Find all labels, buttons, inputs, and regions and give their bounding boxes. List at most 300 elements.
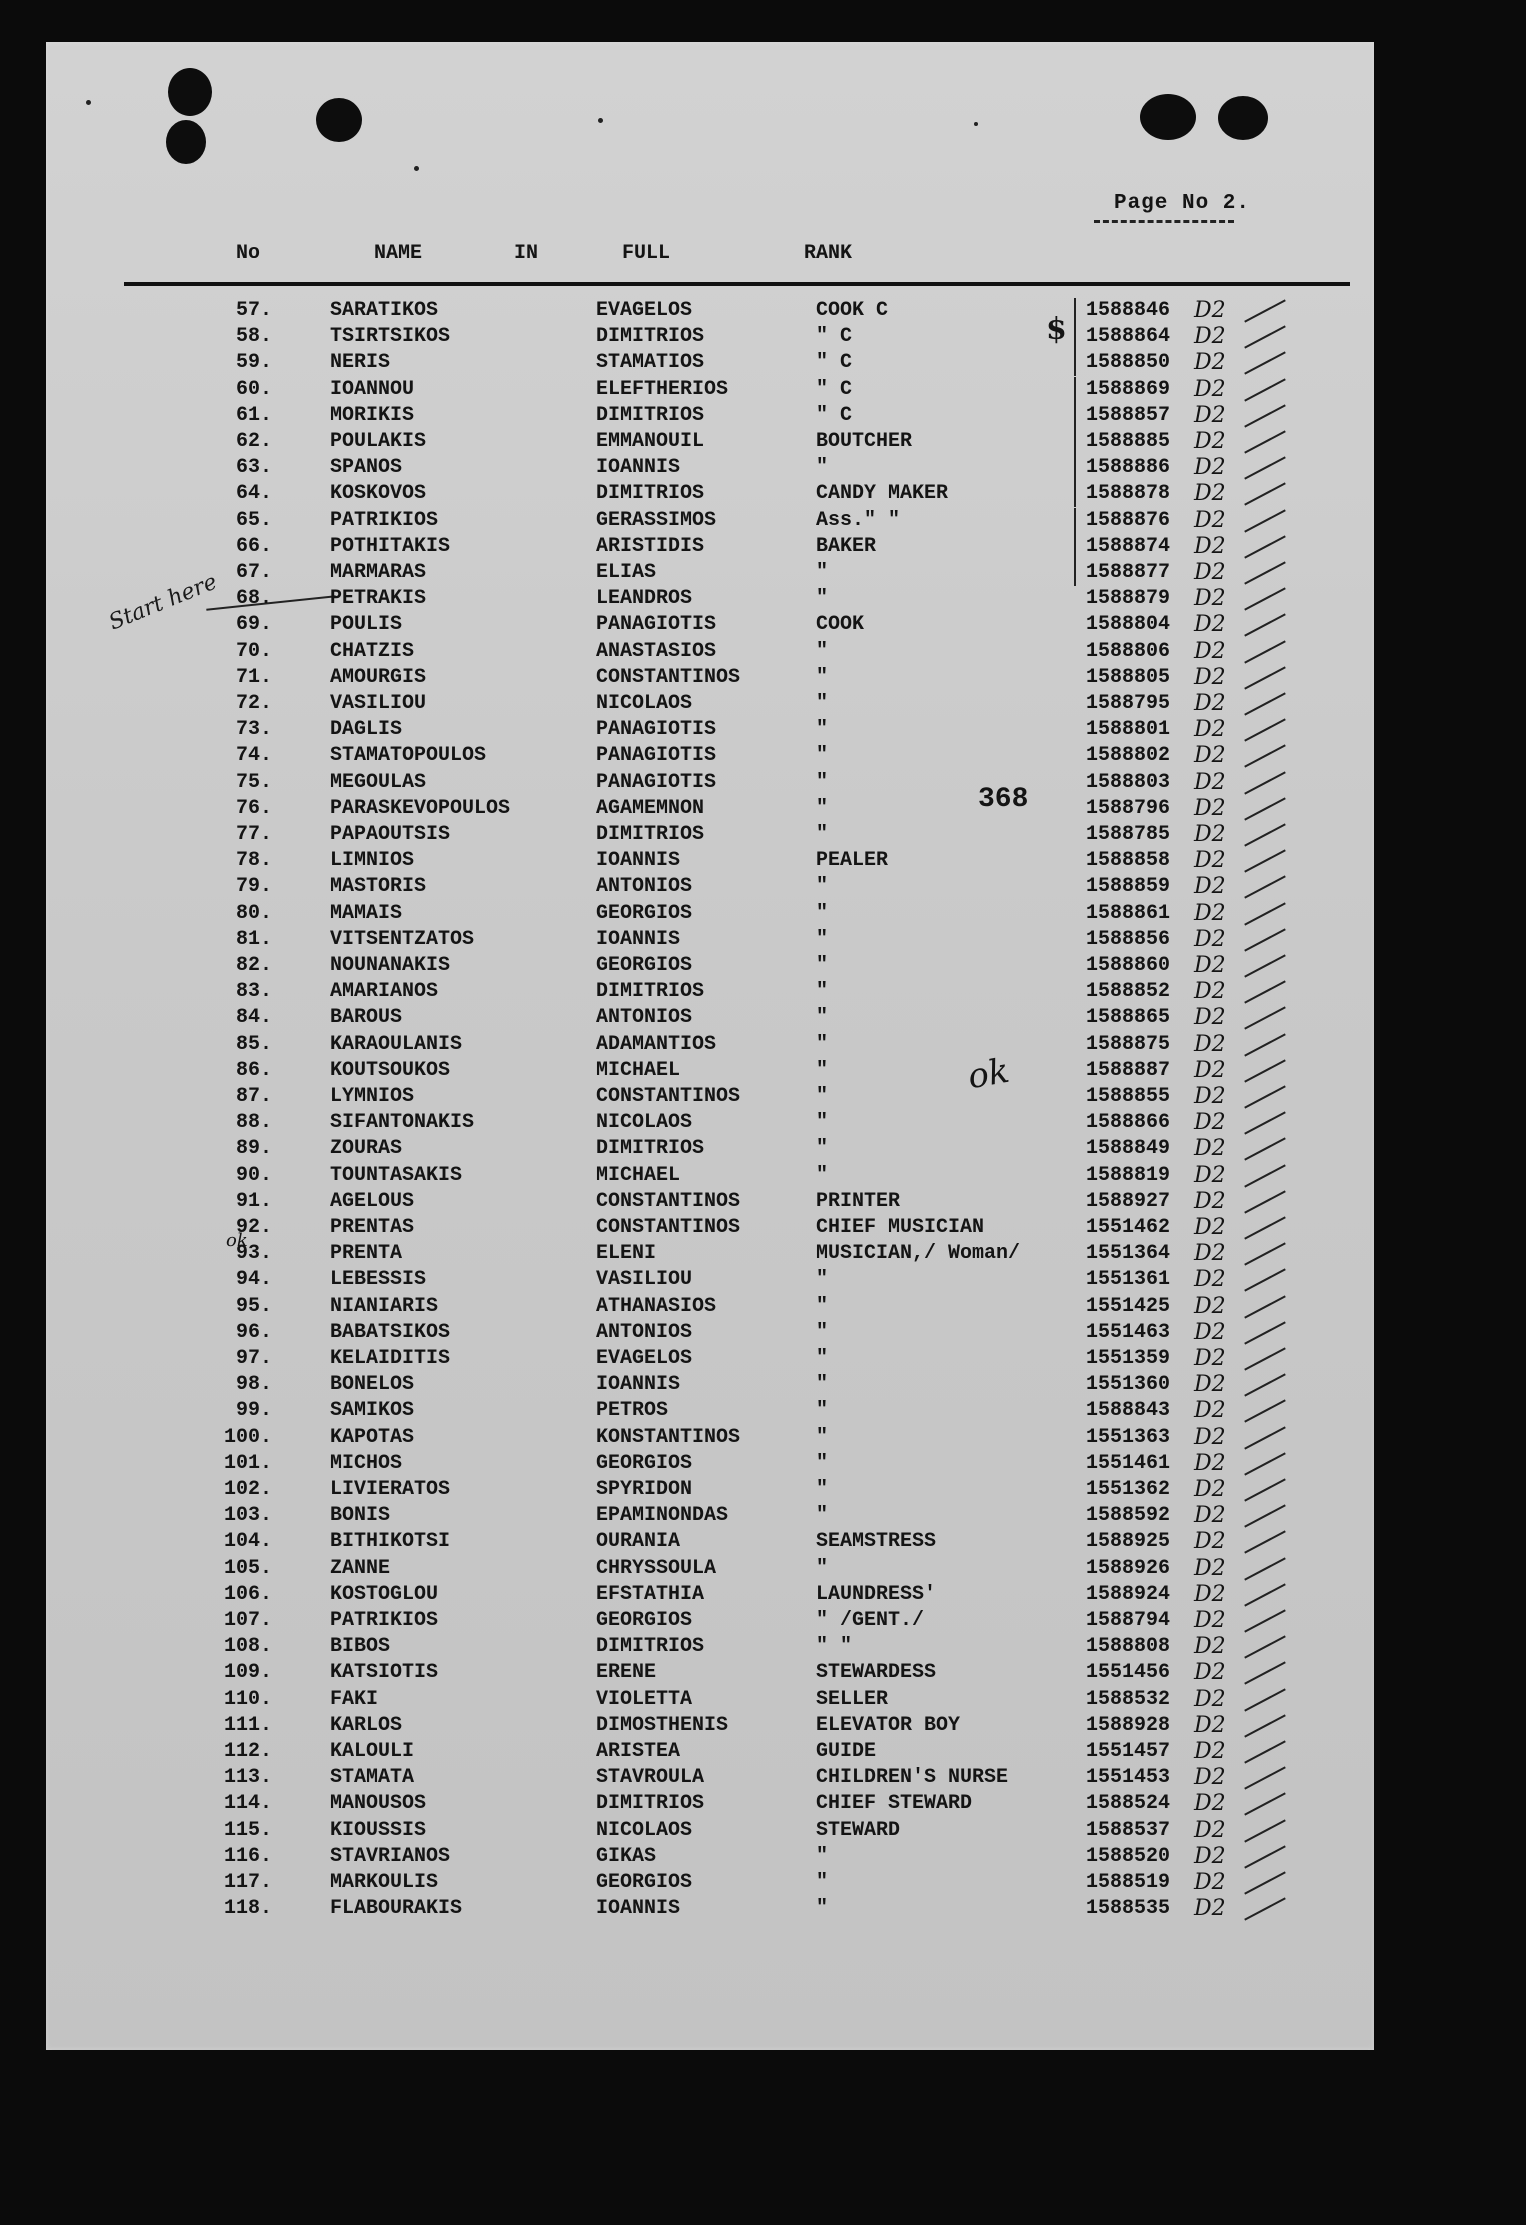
table-row xyxy=(46,1136,1374,1162)
row-registration-number: 1588927 xyxy=(1086,1189,1171,1213)
row-rank: CHILDREN'S NURSE xyxy=(816,1766,1009,1790)
row-handwritten-mark: D2 xyxy=(1194,795,1226,821)
row-number: 59. xyxy=(235,351,272,375)
row-registration-number: 1551362 xyxy=(1086,1478,1171,1501)
table-row xyxy=(46,429,1374,455)
check-mark xyxy=(1244,1243,1286,1266)
row-surname: VASILIOU xyxy=(330,692,427,715)
row-rank: " xyxy=(816,980,829,1004)
check-mark xyxy=(1244,1269,1286,1292)
row-rank: " xyxy=(816,1425,829,1449)
row-handwritten-mark: D2 xyxy=(1194,717,1226,743)
table-row xyxy=(46,1739,1374,1765)
row-registration-number: 1551462 xyxy=(1086,1216,1171,1239)
table-row xyxy=(46,822,1374,848)
row-surname: AMARIANOS xyxy=(330,980,439,1004)
header-name: NAME xyxy=(374,242,423,265)
row-number: 101. xyxy=(223,1451,272,1475)
row-registration-number: 1588926 xyxy=(1086,1556,1171,1580)
row-registration-number: 1588819 xyxy=(1086,1163,1171,1187)
row-registration-number: 1588804 xyxy=(1086,613,1171,637)
check-mark xyxy=(1244,1636,1286,1659)
row-surname: SAMIKOS xyxy=(330,1399,415,1423)
row-registration-number: 1588537 xyxy=(1086,1818,1171,1842)
row-handwritten-mark: D2 xyxy=(1194,1686,1226,1712)
row-given-name: ELEFTHERIOS xyxy=(596,377,729,401)
row-surname: PARASKEVOPOULOS xyxy=(330,796,511,820)
check-mark xyxy=(1244,1531,1286,1554)
start-here-annotation: Start here xyxy=(105,569,221,636)
table-row xyxy=(46,1267,1374,1293)
row-number: 95. xyxy=(235,1294,272,1318)
bracket-line xyxy=(1074,403,1076,429)
row-registration-number: 1588592 xyxy=(1086,1504,1171,1528)
row-given-name: DIMITRIOS xyxy=(596,482,705,506)
check-mark xyxy=(1244,1557,1286,1580)
check-mark xyxy=(1244,1164,1286,1187)
row-registration-number: 1588803 xyxy=(1086,770,1171,794)
row-rank: " xyxy=(816,823,829,846)
row-handwritten-mark: D2 xyxy=(1194,1084,1226,1109)
row-registration-number: 1551364 xyxy=(1086,1242,1171,1266)
table-row xyxy=(46,1110,1374,1136)
row-handwritten-mark: D2 xyxy=(1194,691,1226,716)
row-given-name: PANAGIOTIS xyxy=(596,718,717,742)
row-number: 87. xyxy=(235,1085,272,1108)
row-given-name: PANAGIOTIS xyxy=(596,770,717,794)
row-handwritten-mark: D2 xyxy=(1194,1319,1226,1345)
row-handwritten-mark: D2 xyxy=(1194,848,1226,874)
check-mark xyxy=(1244,614,1286,637)
row-surname: PATRIKIOS xyxy=(330,1609,439,1632)
row-given-name: DIMITRIOS xyxy=(596,403,705,427)
row-registration-number: 1588858 xyxy=(1086,849,1171,873)
row-given-name: CONSTANTINOS xyxy=(596,1216,741,1239)
row-number: 93. xyxy=(235,1242,272,1266)
row-rank: " xyxy=(816,1085,829,1108)
row-given-name: CHRYSSOULA xyxy=(596,1556,717,1580)
row-surname: KALOULI xyxy=(330,1740,415,1763)
row-surname: BONIS xyxy=(330,1504,391,1528)
table-row xyxy=(46,481,1374,507)
row-given-name: EVAGELOS xyxy=(596,1347,693,1370)
row-number: 79. xyxy=(235,875,272,899)
row-registration-number: 1551360 xyxy=(1086,1373,1171,1397)
row-number: 77. xyxy=(235,823,272,846)
row-surname: BABATSIKOS xyxy=(330,1320,451,1344)
row-rank: Ass." " xyxy=(816,508,901,532)
check-mark xyxy=(1244,1374,1286,1397)
row-rank: " xyxy=(816,875,829,899)
row-surname: MANOUSOS xyxy=(330,1792,427,1816)
row-number: 90. xyxy=(235,1163,272,1187)
row-number: 60. xyxy=(235,377,272,401)
table-row xyxy=(46,796,1374,822)
row-rank: " C xyxy=(816,377,853,401)
row-given-name: GEORGIOS xyxy=(596,1451,693,1475)
check-mark xyxy=(1244,1426,1286,1449)
bracket-line xyxy=(1074,377,1076,403)
row-rank: CHIEF STEWARD xyxy=(816,1792,973,1816)
row-registration-number: 1588856 xyxy=(1086,927,1171,951)
table-row xyxy=(46,403,1374,429)
table-row xyxy=(46,953,1374,979)
row-registration-number: 1551463 xyxy=(1086,1320,1171,1344)
row-rank: " xyxy=(816,1058,829,1082)
table-row xyxy=(46,1687,1374,1713)
row-registration-number: 1588532 xyxy=(1086,1687,1171,1711)
row-given-name: ADAMANTIOS xyxy=(596,1032,717,1056)
row-number: 76. xyxy=(235,796,272,820)
row-given-name: VASILIOU xyxy=(596,1268,693,1292)
row-handwritten-mark: D2 xyxy=(1194,743,1226,769)
row-number: 73. xyxy=(235,718,272,742)
row-surname: BITHIKOTSI xyxy=(330,1530,451,1554)
row-handwritten-mark: D2 xyxy=(1194,481,1226,507)
table-row xyxy=(46,298,1374,324)
row-given-name: MICHAEL xyxy=(596,1058,681,1082)
row-registration-number: 1588805 xyxy=(1086,665,1171,689)
row-surname: KATSIOTIS xyxy=(330,1661,439,1685)
row-registration-number: 1588850 xyxy=(1086,351,1171,375)
row-number: 99. xyxy=(235,1399,272,1423)
check-mark xyxy=(1244,1347,1286,1370)
check-mark xyxy=(1244,430,1286,453)
row-handwritten-mark: D2 xyxy=(1194,1765,1226,1791)
row-handwritten-mark: D2 xyxy=(1194,324,1226,350)
row-given-name: GEORGIOS xyxy=(596,1871,693,1894)
table-row xyxy=(46,1477,1374,1503)
row-rank: " xyxy=(816,927,829,951)
row-handwritten-mark: D2 xyxy=(1194,1162,1226,1188)
row-given-name: IOANNIS xyxy=(596,1897,681,1921)
row-handwritten-mark: D2 xyxy=(1194,638,1226,664)
table-row xyxy=(46,1660,1374,1686)
check-mark xyxy=(1244,1112,1286,1135)
row-surname: IOANNOU xyxy=(330,377,415,401)
row-number: 110. xyxy=(223,1687,272,1711)
row-number: 111. xyxy=(223,1713,272,1737)
table-row xyxy=(46,1032,1374,1058)
row-given-name: ANTONIOS xyxy=(596,1320,693,1344)
row-rank: " xyxy=(816,665,829,689)
table-row xyxy=(46,1346,1374,1372)
row-number: 100. xyxy=(223,1425,272,1449)
row-surname: DAGLIS xyxy=(330,718,403,742)
row-registration-number: 1588785 xyxy=(1086,823,1171,846)
row-handwritten-mark: D2 xyxy=(1194,586,1226,612)
row-registration-number: 1588852 xyxy=(1086,980,1171,1004)
stamp-368: 368 xyxy=(978,784,1029,815)
row-handwritten-mark: D2 xyxy=(1194,429,1226,454)
row-registration-number: 1551425 xyxy=(1086,1294,1171,1318)
row-surname: NERIS xyxy=(330,351,391,375)
row-handwritten-mark: D2 xyxy=(1194,1581,1226,1607)
row-surname: MEGOULAS xyxy=(330,770,427,794)
row-registration-number: 1588846 xyxy=(1086,299,1171,322)
row-given-name: ARISTEA xyxy=(596,1740,681,1763)
row-given-name: GIKAS xyxy=(596,1844,657,1868)
row-handwritten-mark: D2 xyxy=(1194,1110,1226,1136)
check-mark xyxy=(1244,1793,1286,1816)
row-registration-number: 1588794 xyxy=(1086,1609,1171,1632)
row-surname: STAMATOPOULOS xyxy=(330,744,487,768)
check-mark xyxy=(1244,1714,1286,1737)
check-mark xyxy=(1244,483,1286,506)
row-rank: " xyxy=(816,1163,829,1187)
table-row xyxy=(46,1818,1374,1844)
check-mark xyxy=(1244,1662,1286,1685)
row-surname: MASTORIS xyxy=(330,875,427,899)
check-mark xyxy=(1244,1688,1286,1711)
row-rank: ELEVATOR BOY xyxy=(816,1713,961,1737)
row-handwritten-mark: D2 xyxy=(1194,1870,1226,1895)
row-rank: " xyxy=(816,1871,829,1894)
row-given-name: ELIAS xyxy=(596,561,657,584)
row-registration-number: 1588869 xyxy=(1086,377,1171,401)
row-handwritten-mark: D2 xyxy=(1194,1005,1226,1031)
row-number: 69. xyxy=(235,613,272,637)
row-handwritten-mark: D2 xyxy=(1194,455,1226,481)
row-surname: MICHOS xyxy=(330,1451,403,1475)
row-rank: " xyxy=(816,587,829,611)
row-rank: " xyxy=(816,1111,829,1135)
row-handwritten-mark: D2 xyxy=(1194,926,1226,952)
bracket-line xyxy=(1074,560,1076,586)
page-number: Page No 2. xyxy=(1113,192,1250,215)
row-registration-number: 1588885 xyxy=(1086,430,1171,453)
row-given-name: NICOLAOS xyxy=(596,1111,693,1135)
row-registration-number: 1588859 xyxy=(1086,875,1171,899)
row-surname: LIMNIOS xyxy=(330,849,415,873)
row-given-name: EPAMINONDAS xyxy=(596,1504,729,1528)
row-number: 82. xyxy=(235,954,272,977)
check-mark xyxy=(1244,352,1286,375)
row-rank: " /GENT./ xyxy=(816,1609,925,1632)
row-handwritten-mark: D2 xyxy=(1194,1450,1226,1476)
row-handwritten-mark: D2 xyxy=(1194,1136,1226,1162)
check-mark xyxy=(1244,561,1286,584)
row-handwritten-mark: D2 xyxy=(1194,350,1226,376)
row-given-name: ELENI xyxy=(596,1242,657,1266)
row-registration-number: 1588875 xyxy=(1086,1032,1171,1056)
row-number: 86. xyxy=(235,1058,272,1082)
row-surname: TSIRTSIKOS xyxy=(330,325,451,349)
row-surname: SARATIKOS xyxy=(330,299,439,322)
row-surname: PAPAOUTSIS xyxy=(330,823,451,846)
row-handwritten-mark: D2 xyxy=(1194,1215,1226,1240)
row-handwritten-mark: D2 xyxy=(1194,560,1226,585)
header-full: FULL xyxy=(622,242,671,265)
row-given-name: DIMITRIOS xyxy=(596,325,705,349)
row-surname: POULIS xyxy=(330,613,403,637)
table-row xyxy=(46,1582,1374,1608)
table-row xyxy=(46,1451,1374,1477)
brace-annotation: $ xyxy=(1046,312,1067,347)
check-mark xyxy=(1244,1321,1286,1344)
header-rank: RANK xyxy=(804,242,853,265)
row-rank: PEALER xyxy=(816,849,889,873)
row-registration-number: 1588887 xyxy=(1086,1058,1171,1082)
bracket-line xyxy=(1074,508,1076,534)
row-handwritten-mark: D2 xyxy=(1194,1346,1226,1371)
row-surname: POTHITAKIS xyxy=(330,534,451,558)
check-mark xyxy=(1244,1059,1286,1082)
row-handwritten-mark: D2 xyxy=(1194,533,1226,559)
header-no: No xyxy=(236,242,261,265)
row-given-name: DIMITRIOS xyxy=(596,1137,705,1161)
row-rank: " xyxy=(816,1504,829,1528)
row-given-name: CONSTANTINOS xyxy=(596,1085,741,1108)
speck xyxy=(974,122,978,126)
row-surname: KOUTSOUKOS xyxy=(330,1058,451,1082)
check-mark xyxy=(1244,797,1286,820)
row-number: 58. xyxy=(235,325,272,349)
punch-hole-4 xyxy=(1140,94,1196,140)
row-handwritten-mark: D2 xyxy=(1194,1712,1226,1738)
row-handwritten-mark: D2 xyxy=(1194,953,1226,978)
row-rank: SEAMSTRESS xyxy=(816,1530,937,1554)
table-row xyxy=(46,901,1374,927)
row-surname: AMOURGIS xyxy=(330,665,427,689)
row-given-name: DIMITRIOS xyxy=(596,1635,705,1659)
table-row xyxy=(46,455,1374,481)
row-surname: LYMNIOS xyxy=(330,1085,415,1108)
row-number: 106. xyxy=(223,1582,272,1606)
row-rank: COOK C xyxy=(816,299,889,322)
row-registration-number: 1588520 xyxy=(1086,1844,1171,1868)
check-mark xyxy=(1244,1007,1286,1030)
row-given-name: CONSTANTINOS xyxy=(596,1189,741,1213)
row-surname: KARLOS xyxy=(330,1713,403,1737)
column-headers xyxy=(46,242,1374,266)
row-registration-number: 1588860 xyxy=(1086,954,1171,977)
row-rank: " xyxy=(816,1478,829,1501)
row-number: 70. xyxy=(235,639,272,663)
row-handwritten-mark: D2 xyxy=(1194,1843,1226,1869)
table-row xyxy=(46,1215,1374,1241)
row-handwritten-mark: D2 xyxy=(1194,1293,1226,1319)
row-handwritten-mark: D2 xyxy=(1194,1739,1226,1764)
row-rank: " xyxy=(816,692,829,715)
row-handwritten-mark: D2 xyxy=(1194,298,1226,323)
row-registration-number: 1588928 xyxy=(1086,1713,1171,1737)
row-surname: MARMARAS xyxy=(330,561,427,584)
ok-annotation: ok xyxy=(964,1050,1013,1098)
row-rank: " xyxy=(816,1399,829,1423)
row-given-name: IOANNIS xyxy=(596,456,681,480)
table-row xyxy=(46,560,1374,586)
row-rank: " xyxy=(816,1294,829,1318)
row-given-name: PANAGIOTIS xyxy=(596,744,717,768)
row-number: 80. xyxy=(235,901,272,925)
row-number: 61. xyxy=(235,403,272,427)
row-given-name: ARISTIDIS xyxy=(596,534,705,558)
row-rank: " xyxy=(816,1006,829,1030)
row-handwritten-mark: D2 xyxy=(1194,874,1226,900)
table-row xyxy=(46,586,1374,612)
check-mark xyxy=(1244,771,1286,794)
table-row xyxy=(46,1556,1374,1582)
row-number: 72. xyxy=(235,692,272,715)
check-mark xyxy=(1244,876,1286,899)
row-given-name: SPYRIDON xyxy=(596,1478,693,1501)
check-mark xyxy=(1244,1085,1286,1108)
punch-hole-5 xyxy=(1218,96,1268,140)
row-surname: ZANNE xyxy=(330,1556,391,1580)
row-surname: BIBOS xyxy=(330,1635,391,1659)
row-number: 108. xyxy=(223,1635,272,1659)
bracket-line xyxy=(1074,298,1076,324)
page-number-underline xyxy=(1094,220,1234,223)
row-rank: MUSICIAN,/ Woman/ xyxy=(816,1242,1021,1266)
row-registration-number: 1588878 xyxy=(1086,482,1171,506)
table-row xyxy=(46,1844,1374,1870)
check-mark xyxy=(1244,1400,1286,1423)
row-number: 112. xyxy=(223,1740,272,1763)
check-mark xyxy=(1244,1295,1286,1318)
row-number: 57. xyxy=(235,299,272,322)
row-surname: KARAOULANIS xyxy=(330,1032,463,1056)
row-surname: NIANIARIS xyxy=(330,1294,439,1318)
row-given-name: MICHAEL xyxy=(596,1163,681,1187)
bracket-line xyxy=(1074,481,1076,507)
check-mark xyxy=(1244,535,1286,558)
row-number: 63. xyxy=(235,456,272,480)
row-surname: KOSTOGLOU xyxy=(330,1582,439,1606)
row-given-name: OURANIA xyxy=(596,1530,681,1554)
check-mark xyxy=(1244,823,1286,846)
table-row xyxy=(46,1634,1374,1660)
row-given-name: GEORGIOS xyxy=(596,1609,693,1632)
row-number: 115. xyxy=(223,1818,272,1842)
check-mark xyxy=(1244,1478,1286,1501)
table-row xyxy=(46,848,1374,874)
row-surname: FAKI xyxy=(330,1687,379,1711)
row-given-name: GEORGIOS xyxy=(596,954,693,977)
row-registration-number: 1551453 xyxy=(1086,1766,1171,1790)
row-handwritten-mark: D2 xyxy=(1194,1267,1226,1293)
row-number: 62. xyxy=(235,430,272,453)
row-number: 64. xyxy=(235,482,272,506)
row-rank: " xyxy=(816,1373,829,1397)
table-row xyxy=(46,1791,1374,1817)
speck xyxy=(414,166,419,171)
row-registration-number: 1588801 xyxy=(1086,718,1171,742)
row-handwritten-mark: D2 xyxy=(1194,612,1226,638)
row-handwritten-mark: D2 xyxy=(1194,979,1226,1005)
row-registration-number: 1588806 xyxy=(1086,639,1171,663)
row-number: 68. xyxy=(235,587,272,611)
row-number: 97. xyxy=(235,1347,272,1370)
row-surname: POULAKIS xyxy=(330,430,427,453)
table-row xyxy=(46,691,1374,717)
table-row xyxy=(46,743,1374,769)
table-row xyxy=(46,1005,1374,1031)
row-surname: NOUNANAKIS xyxy=(330,954,451,977)
row-rank: " xyxy=(816,901,829,925)
check-mark xyxy=(1244,1819,1286,1842)
table-row xyxy=(46,1058,1374,1084)
row-handwritten-mark: D2 xyxy=(1194,900,1226,926)
row-given-name: PETROS xyxy=(596,1399,669,1423)
row-rank: " xyxy=(816,770,829,794)
row-registration-number: 1588796 xyxy=(1086,796,1171,820)
check-mark xyxy=(1244,850,1286,873)
check-mark xyxy=(1244,902,1286,925)
row-handwritten-mark: D2 xyxy=(1194,1660,1226,1686)
row-registration-number: 1588857 xyxy=(1086,403,1171,427)
